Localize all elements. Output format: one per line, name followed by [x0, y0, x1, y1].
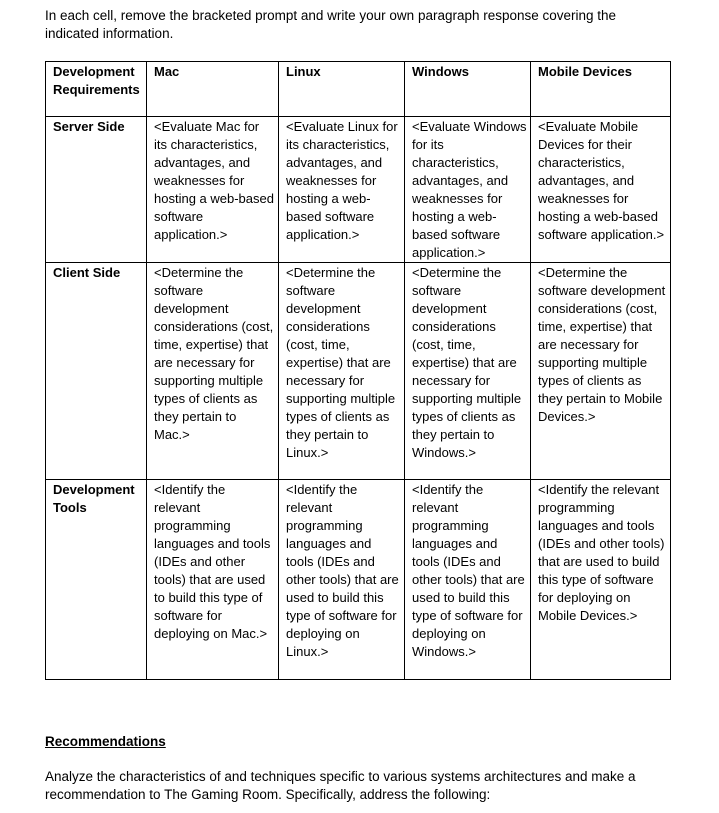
- row-label-server-side: Server Side: [46, 117, 147, 263]
- cell-tools-mobile[interactable]: <Identify the relevant programming languages and tools (IDEs and other tools) that are used to build this type of software for deploying on Mobile Devices.>: [531, 480, 671, 680]
- cell-client-windows[interactable]: <Determine the software development considerations (cost, time, expertise) that are necessary for supporting multiple types of clients as they pertain to Windows.>: [405, 263, 531, 480]
- header-development-requirements: Development Requirements: [46, 62, 147, 117]
- recommendations-paragraph: Analyze the characteristics of and techniques specific to various systems architectures and make a recommendation to The Gaming Room. Specifically, address the following:: [45, 769, 636, 802]
- cell-server-windows[interactable]: <Evaluate Windows for its characteristics, advantages, and weaknesses for hosting a web-based software application.>: [405, 117, 531, 263]
- cell-client-mac[interactable]: <Determine the software development considerations (cost, time, expertise) that are necessary for supporting multiple types of clients as they pertain to Mac.>: [147, 263, 279, 480]
- cell-server-mobile[interactable]: <Evaluate Mobile Devices for their characteristics, advantages, and weaknesses for hosting a web-based software application.>: [531, 117, 671, 263]
- header-mobile-devices: Mobile Devices: [531, 62, 671, 117]
- cell-tools-mac[interactable]: <Identify the relevant programming languages and tools (IDEs and other tools) that are used to build this type of software for deploying on Mac.>: [147, 480, 279, 680]
- table-row-client-side: [46, 263, 671, 480]
- cell-server-mac[interactable]: <Evaluate Mac for its characteristics, advantages, and weaknesses for hosting a web-based software application.>: [147, 117, 279, 263]
- table-header-row: [46, 62, 671, 117]
- cell-client-linux[interactable]: <Determine the software development considerations (cost, time, expertise) that are necessary for supporting multiple types of clients as they pertain to Linux.>: [279, 263, 405, 480]
- requirements-table: [45, 61, 671, 680]
- cell-tools-windows[interactable]: <Identify the relevant programming languages and tools (IDEs and other tools) that are used to build this type of software for deploying on Windows.>: [405, 480, 531, 680]
- header-windows: Windows: [405, 62, 531, 117]
- cell-tools-linux[interactable]: <Identify the relevant programming languages and tools (IDEs and other tools) that are used to build this type of software for deploying on Linux.>: [279, 480, 405, 680]
- cell-server-linux[interactable]: <Evaluate Linux for its characteristics, advantages, and weaknesses for hosting a web-based software application.>: [279, 117, 405, 263]
- recommendations-heading: Recommendations: [45, 734, 166, 749]
- table-row-development-tools: [46, 480, 671, 680]
- table-row-server-side: [46, 117, 671, 263]
- row-label-development-tools: Development Tools: [46, 480, 147, 680]
- header-mac: Mac: [147, 62, 279, 117]
- intro-paragraph: In each cell, remove the bracketed prompt and write your own paragraph response covering the indicated information.: [45, 8, 617, 41]
- row-label-client-side: Client Side: [46, 263, 147, 480]
- cell-client-mobile[interactable]: <Determine the software development considerations (cost, time, expertise) that are necessary for supporting multiple types of clients as they pertain to Mobile Devices.>: [531, 263, 671, 480]
- header-linux: Linux: [279, 62, 405, 117]
